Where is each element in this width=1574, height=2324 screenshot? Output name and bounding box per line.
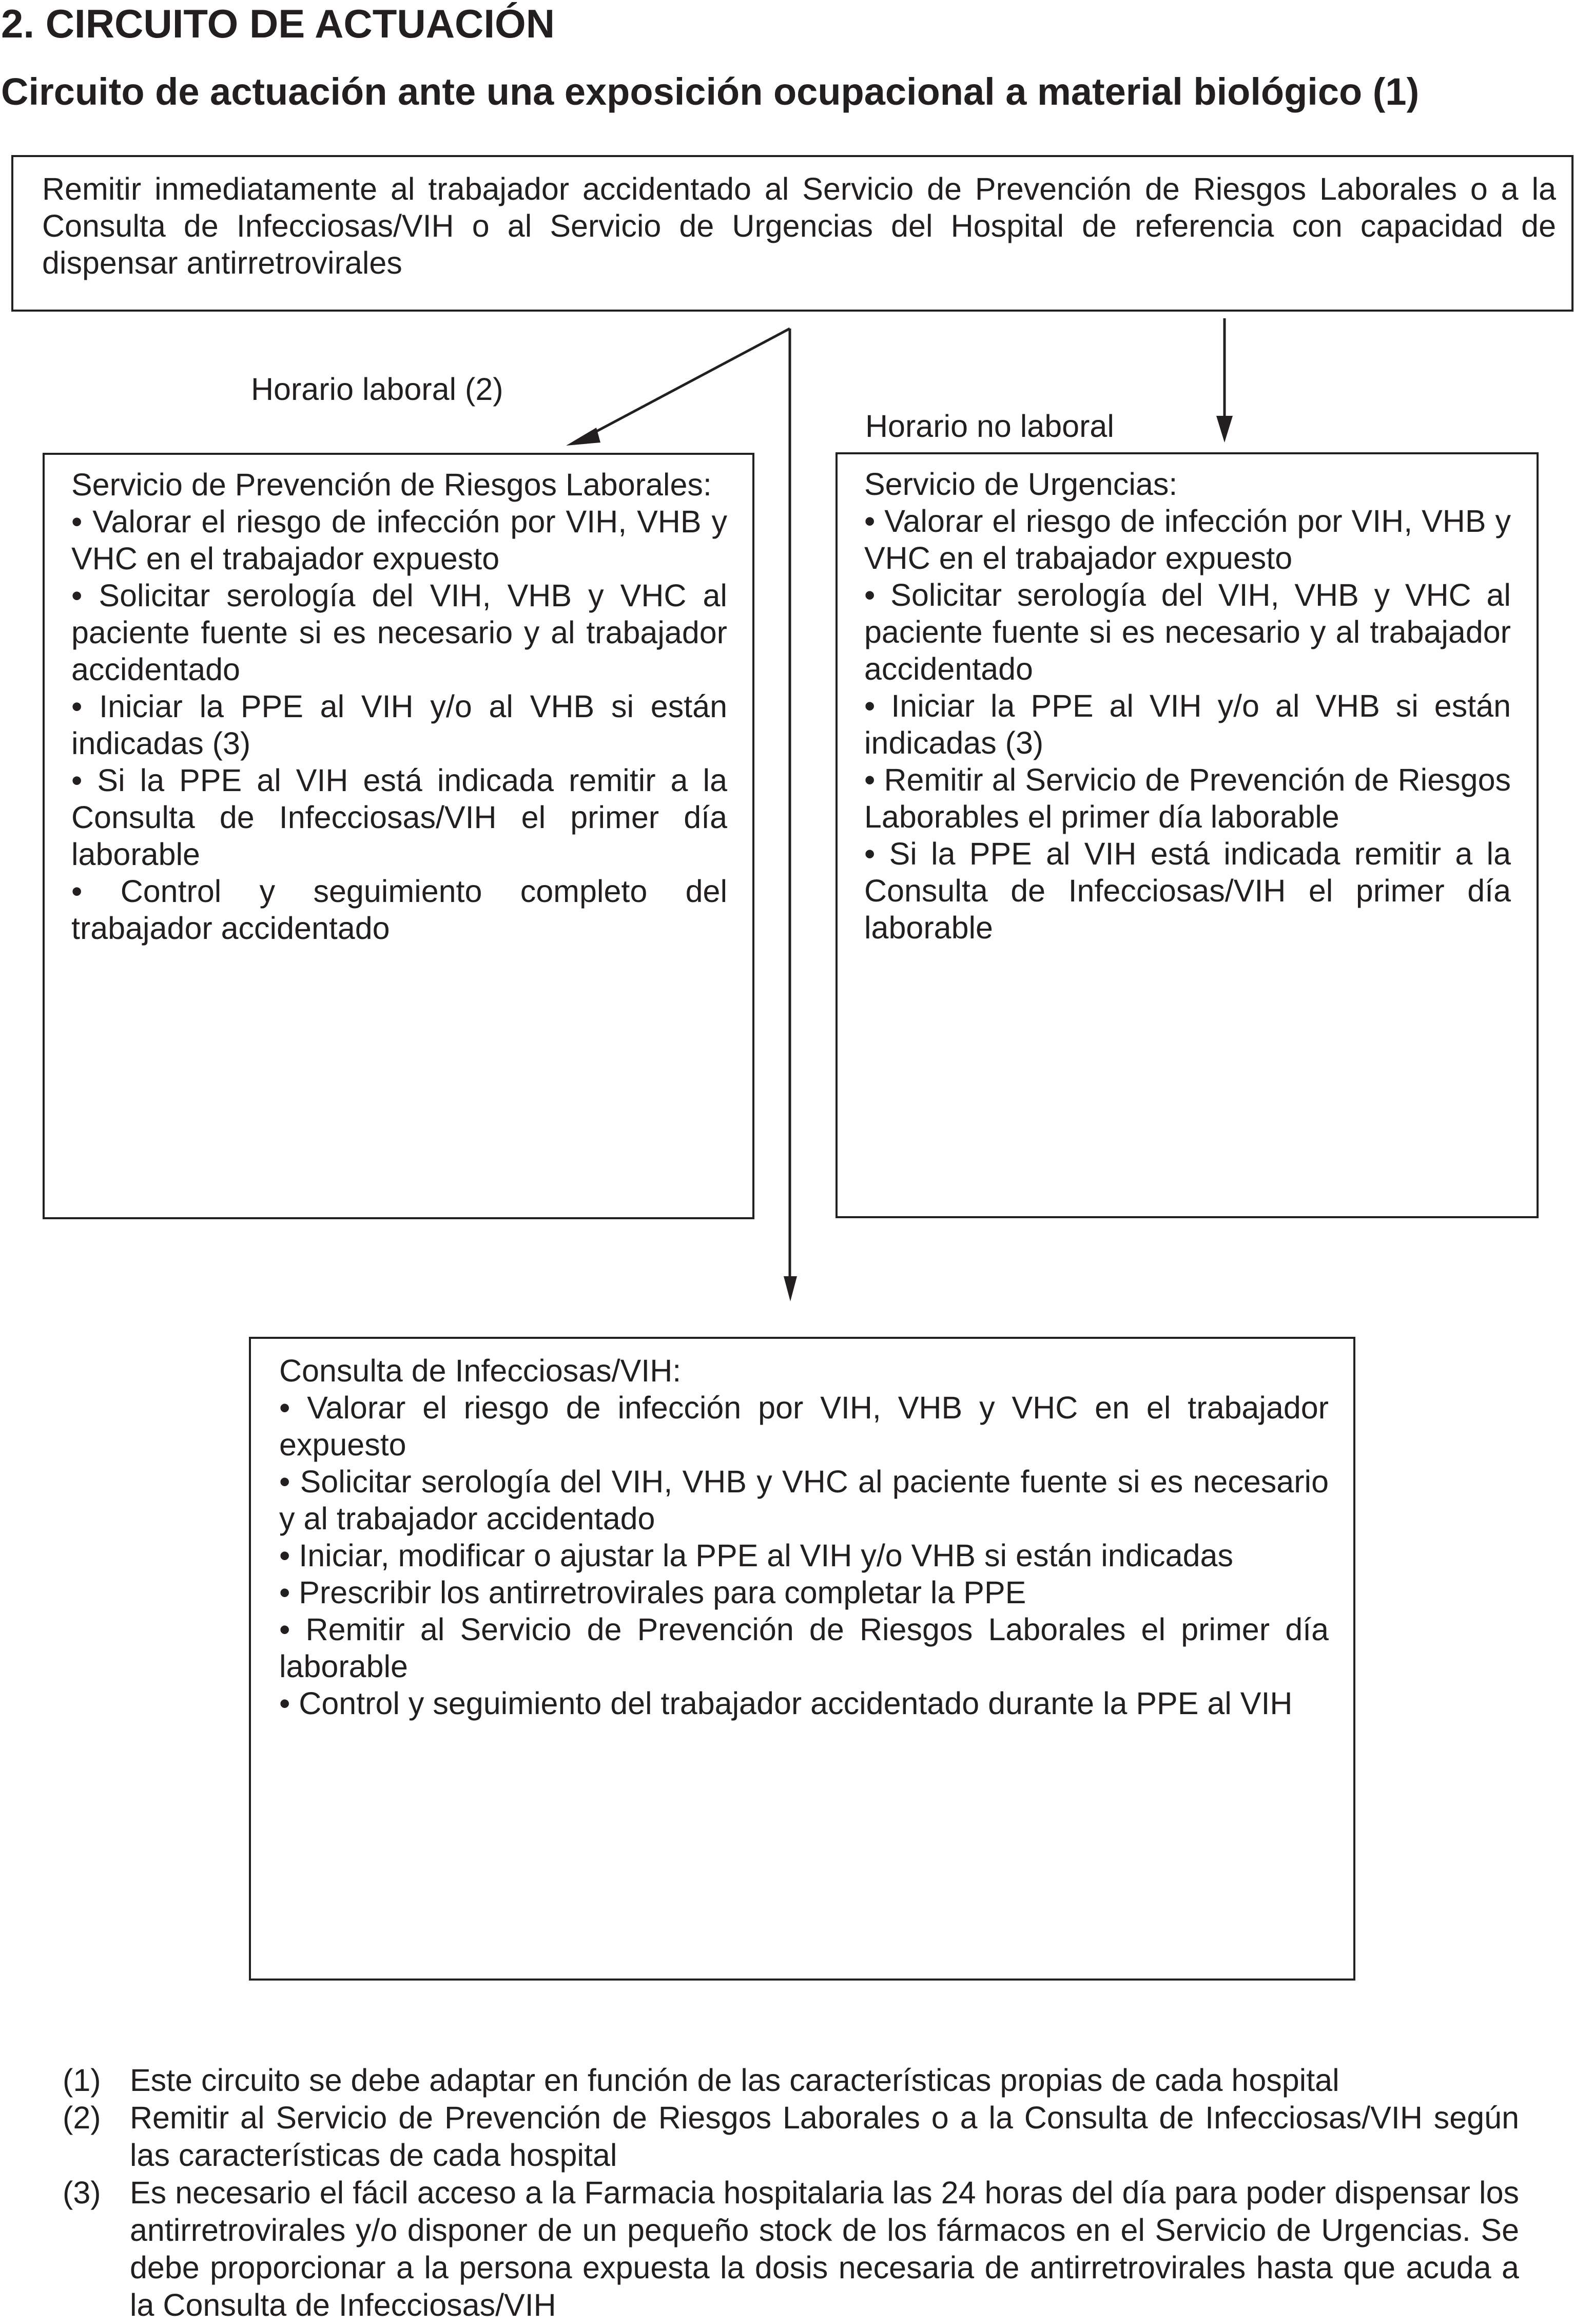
urgencias-node [835, 452, 1539, 1218]
footnote [63, 2174, 1519, 2324]
urgencias-item: • Valorar el riesgo de infección por VIH, VHB y VHC en el trabajador expuesto [864, 504, 1511, 575]
arrow-laboral-head [566, 428, 600, 446]
arrow-center-head [784, 1276, 797, 1301]
infecciosas-item: • Iniciar, modificar o ajustar la PPE al VIH y/o VHB si están indicadas [279, 1538, 1233, 1573]
infecciosas-title: Consulta de Infecciosas/VIH: [279, 1353, 682, 1388]
infecciosas-node [249, 1337, 1355, 1981]
prevencion-title: Servicio de Prevención de Riesgos Laborales: [71, 467, 712, 502]
urgencias-item: • Remitir al Servicio de Prevención de Riesgos Laborables el primer día laborable [864, 762, 1511, 834]
urgencias-node-text [864, 466, 1511, 946]
infecciosas-item: • Remitir al Servicio de Prevención de Riesgos Laborales el primer día laborable [279, 1612, 1329, 1684]
start-node [11, 155, 1573, 312]
infecciosas-item: • Control y seguimiento del trabajador accidentado durante la PPE al VIH [279, 1686, 1293, 1721]
edge-label-horario-no-laboral: Horario no laboral [865, 409, 1114, 444]
start-node-text: Remitir inmediatamente al trabajador accidentado al Servicio de Prevención de Riesgos Laborales o a la Consulta de Infecciosas/VIH o al Servicio de Urgencias del Hospital de referencia con capacidad de dispensar antirretrovirales [42, 171, 1556, 280]
diagram-title: Circuito de actuación ante una exposición ocupacional a material biológico (1) [1, 70, 1420, 113]
footnote-text: Este circuito se debe adaptar en función de las características propias de cada hospital [130, 2063, 1339, 2098]
prevencion-item: • Iniciar la PPE al VIH y/o al VHB si están indicadas (3) [71, 689, 727, 761]
arrow-no-laboral-head [1216, 416, 1233, 443]
prevencion-item: • Solicitar serología del VIH, VHB y VHC al paciente fuente si es necesario y al trabajador accidentado [71, 578, 727, 687]
urgencias-item: • Iniciar la PPE al VIH y/o al VHB si están indicadas (3) [864, 688, 1511, 760]
section-heading: 2. CIRCUITO DE ACTUACIÓN [1, 1, 555, 46]
prevencion-node [43, 453, 754, 1219]
prevencion-item: • Control y seguimiento completo del trabajador accidentado [71, 874, 727, 946]
urgencias-title: Servicio de Urgencias: [864, 467, 1178, 502]
prevencion-item: • Valorar el riesgo de infección por VIH, VHB y VHC en el trabajador expuesto [71, 504, 727, 576]
footnote-number: (2) [63, 2100, 101, 2135]
edge-label-horario-laboral: Horario laboral (2) [251, 372, 503, 407]
footnote-number: (3) [63, 2175, 101, 2210]
urgencias-item: • Si la PPE al VIH está indicada remitir a la Consulta de Infecciosas/VIH el primer día laborable [864, 836, 1511, 945]
infecciosas-node-text [279, 1352, 1329, 1722]
footnote-number: (1) [63, 2063, 101, 2098]
footnote [63, 2062, 1519, 2099]
infecciosas-item: • Valorar el riesgo de infección por VIH, VHB y VHC en el trabajador expuesto [279, 1390, 1329, 1462]
footnote-text: Es necesario el fácil acceso a la Farmacia hospitalaria las 24 horas del día para poder dispensar los antirretrovirales y/o disponer de un pequeño stock de los fármacos en el Servicio de Urgencias. Se debe proporcionar a la persona expuesta la dosis necesaria de antirretrovirales hasta que acuda a la Consulta de Infecciosas/VIH [130, 2175, 1519, 2322]
prevencion-node-text [71, 466, 727, 947]
infecciosas-item: • Solicitar serología del VIH, VHB y VHC al paciente fuente si es necesario y al trabajador accidentado [279, 1464, 1329, 1536]
infecciosas-item: • Prescribir los antirretrovirales para completar la PPE [279, 1575, 1026, 1610]
footnote [63, 2099, 1519, 2174]
prevencion-item: • Si la PPE al VIH está indicada remitir a la Consulta de Infecciosas/VIH el primer día laborable [71, 763, 727, 872]
footnotes [63, 2062, 1519, 2324]
arrow-laboral-line [577, 329, 790, 441]
footnote-text: Remitir al Servicio de Prevención de Riesgos Laborales o a la Consulta de Infecciosas/VIH según las características de cada hospital [130, 2100, 1519, 2173]
urgencias-item: • Solicitar serología del VIH, VHB y VHC al paciente fuente si es necesario y al trabajador accidentado [864, 578, 1511, 686]
